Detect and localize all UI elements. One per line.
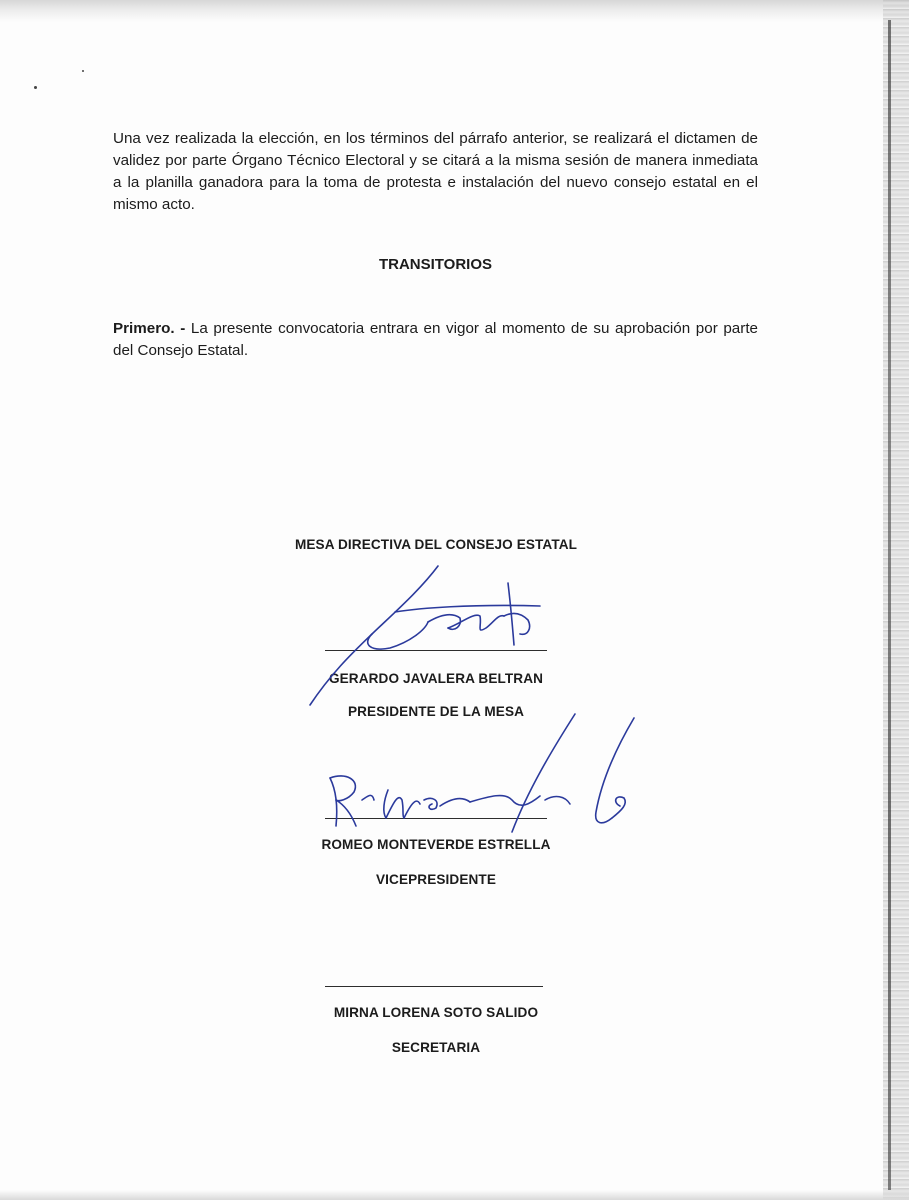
signature-line [325,650,547,651]
scan-speck [34,86,37,89]
signature-line [325,818,547,819]
signer-name: GERARDO JAVALERA BELTRAN [328,671,544,686]
article-primero [113,318,758,362]
signer-role: SECRETARIA [391,1040,481,1055]
article-text: La presente convocatoria entrara en vigor al momento de su aprobación por parte del Consejo Estatal. [113,320,758,359]
signer-role: VICEPRESIDENTE [376,872,496,887]
scan-top-edge [0,0,909,22]
signature-romeo [330,714,634,832]
scan-bottom-edge [0,1190,909,1200]
article-label: Primero. - [113,320,186,337]
body-paragraph: Una vez realizada la elección, en los términos del párrafo anterior, se realizará el dictamen de validez por parte Órgano Técnico Electoral y se citará a la misma sesión de manera inmediata a la planilla ganadora para la toma de protesta e instalación del nuevo consejo estatal en el mismo acto. [113,130,758,213]
signature-block-title: MESA DIRECTIVA DEL CONSEJO ESTATAL [294,537,578,552]
signer-role: PRESIDENTE DE LA MESA [347,704,525,719]
signer-name: ROMEO MONTEVERDE ESTRELLA [321,837,551,852]
signer-name: MIRNA LORENA SOTO SALIDO [333,1005,539,1020]
signature-line [325,986,543,987]
scan-right-shadow-line [888,20,891,1190]
scan-right-edge [883,0,909,1200]
section-heading-transitorios: TRANSITORIOS [378,256,493,273]
scan-speck [82,70,84,72]
